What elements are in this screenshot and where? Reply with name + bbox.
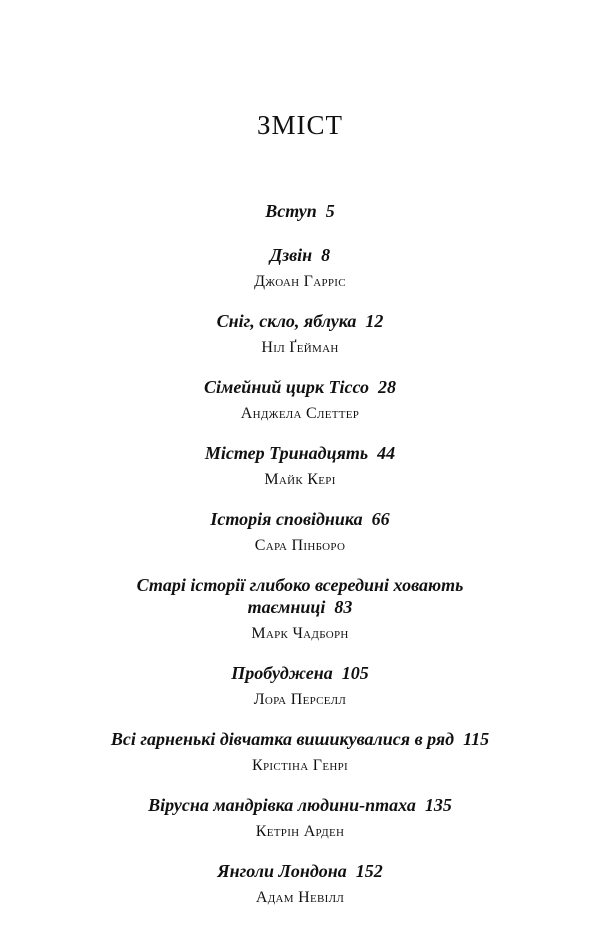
toc-entry bbox=[40, 574, 560, 644]
story-title: Старі історії глибоко всередині ховають bbox=[136, 575, 464, 595]
author-name: Джоан Гарріс bbox=[254, 273, 346, 290]
page-number: 152 bbox=[355, 861, 383, 881]
toc-entry bbox=[40, 442, 560, 490]
author-name: Крістіна Генрі bbox=[252, 757, 348, 774]
toc-entry bbox=[40, 244, 560, 292]
story-title-continued: таємниці 83 bbox=[247, 597, 353, 617]
page-number: 28 bbox=[378, 377, 397, 397]
page-number: 83 bbox=[334, 597, 353, 617]
story-title: Дзвін 8 bbox=[269, 245, 331, 265]
story-title: Сімейний цирк Тіссо 28 bbox=[203, 377, 397, 397]
toc-entry bbox=[40, 310, 560, 358]
page-number: 44 bbox=[377, 443, 396, 463]
page-number: 66 bbox=[371, 509, 390, 529]
story-title: Вірусна мандрівка людини-птаха 135 bbox=[148, 795, 452, 815]
story-title: Містер Тринадцять 44 bbox=[204, 443, 396, 463]
story-title: Сніг, скло, яблука 12 bbox=[216, 311, 384, 331]
toc-entry bbox=[40, 860, 560, 908]
toc-entry bbox=[40, 376, 560, 424]
story-title: Пробуджена 105 bbox=[231, 663, 369, 683]
story-title: Янголи Лондона 152 bbox=[217, 861, 383, 881]
page-number: 135 bbox=[424, 795, 452, 815]
page-number: 8 bbox=[321, 245, 331, 265]
author-name: Адам Невілл bbox=[255, 889, 345, 906]
toc-entry bbox=[40, 728, 560, 776]
author-name: Ніл Ґейман bbox=[261, 339, 339, 356]
page-number: 115 bbox=[463, 729, 490, 749]
author-name: Анджела Слеттер bbox=[240, 405, 360, 422]
story-title: Всі гарненькі дівчатка вишикувалися в ряд 115 bbox=[110, 729, 490, 749]
page-number: 12 bbox=[365, 311, 384, 331]
table-of-contents bbox=[40, 200, 560, 926]
page-number: 105 bbox=[341, 663, 369, 683]
page-number: 5 bbox=[325, 201, 335, 221]
author-name: Майк Кері bbox=[264, 471, 336, 488]
toc-entry bbox=[40, 662, 560, 710]
toc-entry bbox=[40, 794, 560, 842]
author-name: Сара Пінборо bbox=[254, 537, 346, 554]
toc-entry bbox=[40, 508, 560, 556]
author-name: Кетрін Арден bbox=[255, 823, 345, 840]
story-title: Історія сповідника 66 bbox=[210, 509, 390, 529]
author-name: Марк Чадборн bbox=[251, 625, 349, 642]
story-title: Вступ 5 bbox=[265, 201, 335, 221]
page-title: ЗМІСТ bbox=[256, 110, 344, 140]
author-name: Лора Перселл bbox=[253, 691, 347, 708]
toc-entry-intro bbox=[40, 200, 560, 222]
